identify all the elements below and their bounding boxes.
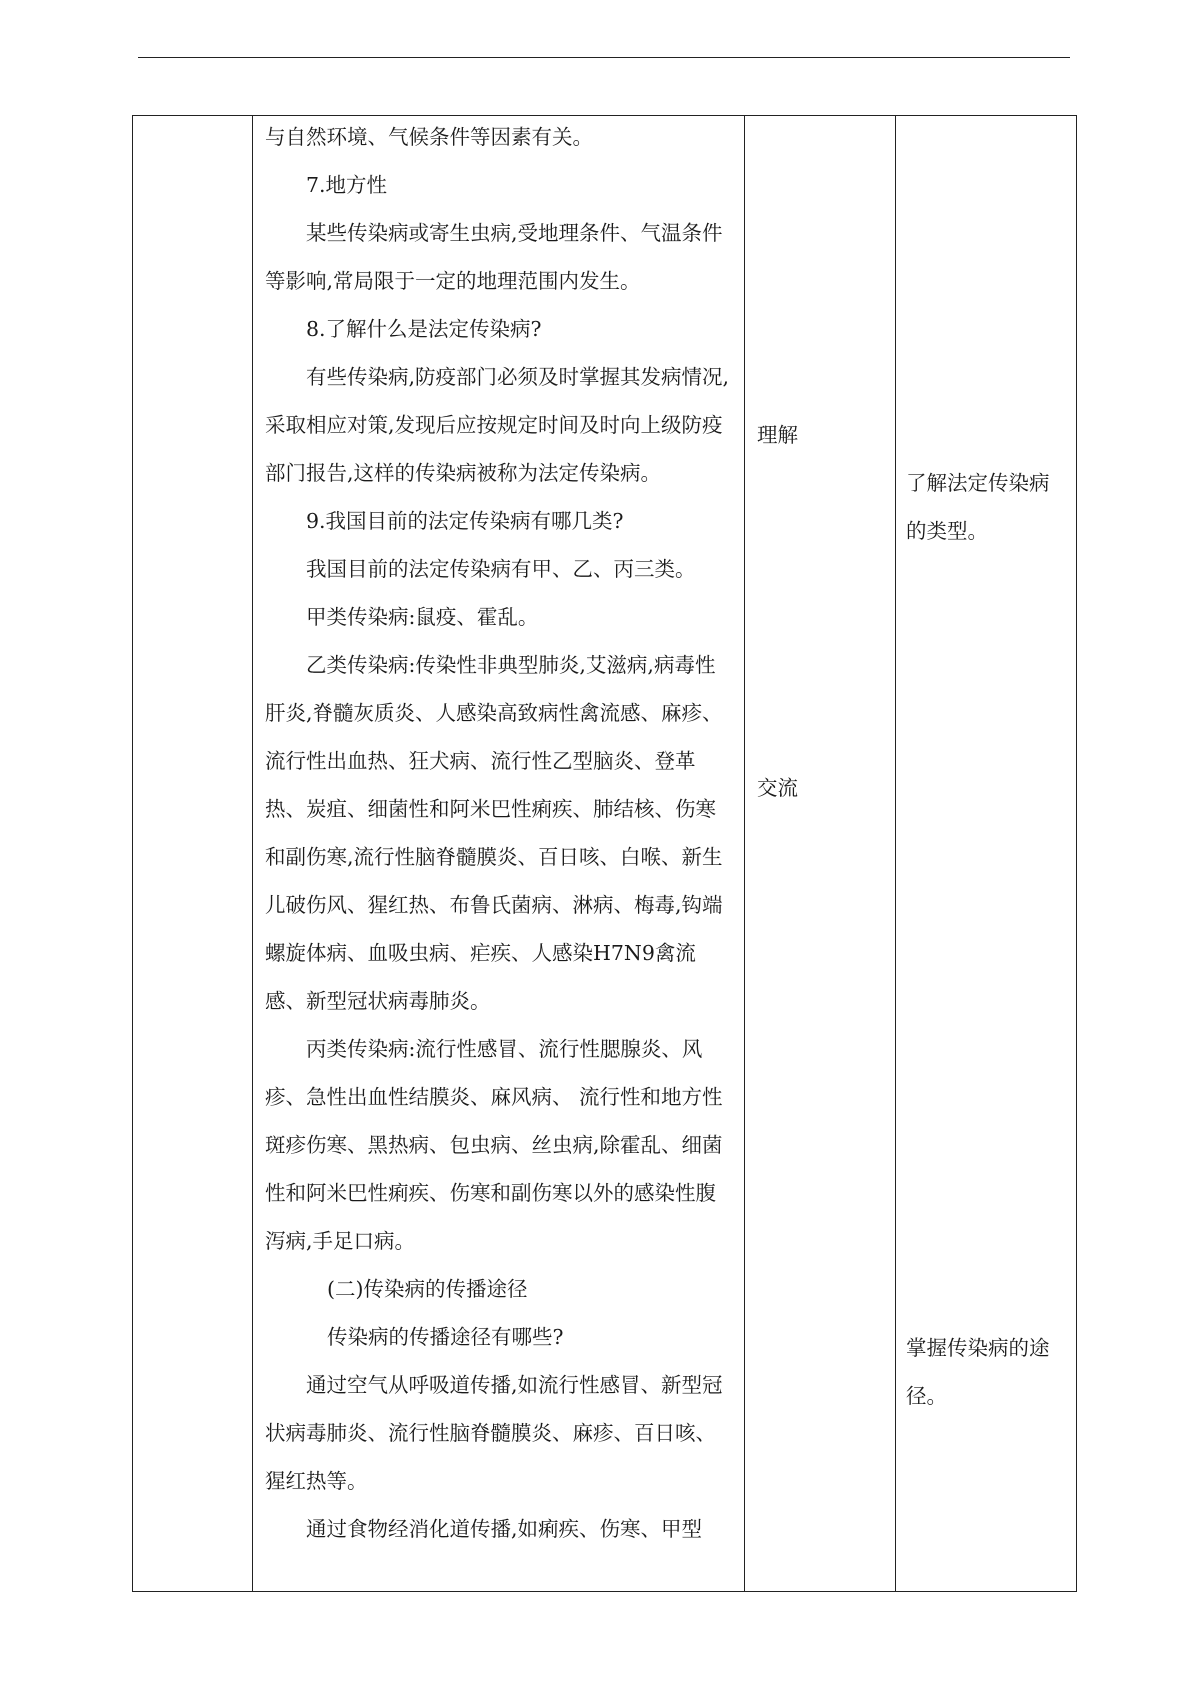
content-paragraph: 9.我国目前的法定传染病有哪几类? bbox=[306, 509, 624, 533]
content-paragraph: 甲类传染病:鼠疫、霍乱。 bbox=[306, 605, 539, 629]
content-paragraph: 某些传染病或寄生虫病,受地理条件、气温条件等影响,常局限于一定的地理范围内发生。 bbox=[265, 221, 723, 293]
content-paragraph: 传染病的传播途径有哪些? bbox=[327, 1325, 564, 1349]
lesson-plan-table bbox=[132, 115, 1077, 1592]
content-paragraph: (二)传染病的传播途径 bbox=[327, 1277, 528, 1301]
goal-transmission-routes: 掌握传染病的途径。 bbox=[906, 1336, 1050, 1408]
goal-legal-diseases: 了解法定传染病的类型。 bbox=[906, 471, 1050, 543]
content-paragraph: 通过空气从呼吸道传播,如流行性感冒、新型冠状病毒肺炎、流行性脑脊髓膜炎、麻疹、百日咳、猩红热等。 bbox=[265, 1373, 723, 1493]
activity-understand: 理解 bbox=[757, 423, 798, 447]
content-paragraph: 通过食物经消化道传播,如痢疾、伤寒、甲型 bbox=[306, 1517, 703, 1541]
activity-communicate: 交流 bbox=[757, 776, 798, 800]
content-paragraph: 乙类传染病:传染性非典型肺炎,艾滋病,病毒性肝炎,脊髓灰质炎、人感染高致病性禽流感、麻疹、流行性出血热、狂犬病、流行性乙型脑炎、登革热、炭疽、细菌性和阿米巴性痢疾、肺结核、伤寒和副伤寒,流行性脑脊髓膜炎、百日咳、白喉、新生儿破伤风、猩红热、布鲁氏菌病、淋病、梅毒,钩端螺旋体病、血吸虫病、疟疾、人感染H7N9禽流感、新型冠状病毒肺炎。 bbox=[265, 653, 723, 1013]
header-rule bbox=[138, 57, 1070, 58]
content-paragraph: 与自然环境、气候条件等因素有关。 bbox=[265, 125, 593, 149]
content-cell bbox=[253, 116, 745, 1592]
content-paragraph: 有些传染病,防疫部门必须及时掌握其发病情况,采取相应对策,发现后应按规定时间及时向上级防疫部门报告,这样的传染病被称为法定传染病。 bbox=[265, 365, 730, 485]
table-row bbox=[133, 116, 1077, 1592]
content-paragraph: 我国目前的法定传染病有甲、乙、丙三类。 bbox=[306, 557, 696, 581]
content-paragraph: 7.地方性 bbox=[306, 173, 388, 197]
stage-cell bbox=[133, 116, 253, 1592]
content-paragraph: 丙类传染病:流行性感冒、流行性腮腺炎、风疹、急性出血性结膜炎、麻风病、 流行性和地方性斑疹伤寒、黑热病、包虫病、丝虫病,除霍乱、细菌性和阿米巴性痢疾、伤寒和副伤寒以外的感染性腹泻病,手足口病。 bbox=[265, 1037, 723, 1253]
content-paragraph: 8.了解什么是法定传染病? bbox=[306, 317, 542, 341]
goal-cell bbox=[896, 116, 1077, 1592]
activity-cell bbox=[745, 116, 896, 1592]
teaching-content bbox=[253, 113, 744, 1553]
